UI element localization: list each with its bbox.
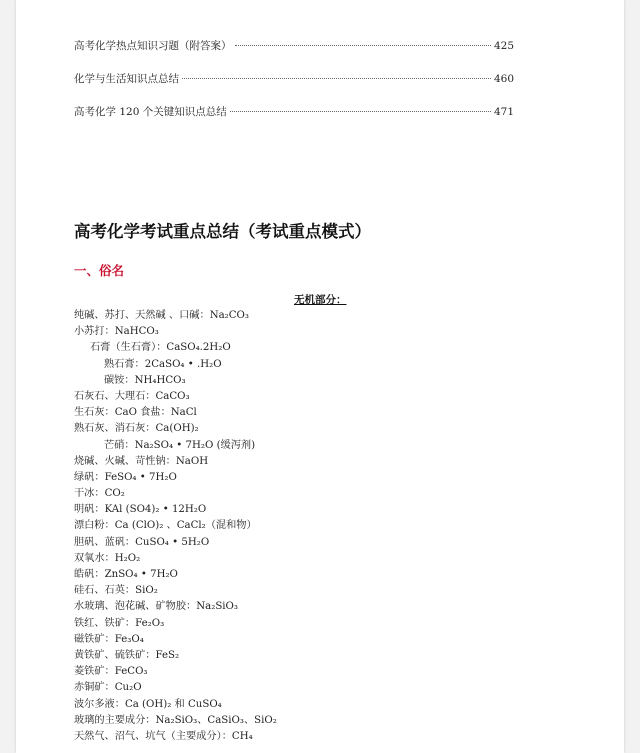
- item-formula: NaHCO₃: [114, 326, 159, 338]
- item-formula: Fe₃O₄: [114, 633, 144, 645]
- list-item: [74, 486, 277, 502]
- item-label: 水玻璃、泡花碱、矿物胶：: [74, 601, 197, 613]
- item-label: 漂白粉：: [74, 520, 115, 532]
- list-item: [74, 697, 277, 713]
- list-item: [74, 680, 277, 696]
- item-label: 波尔多液：: [74, 698, 125, 710]
- list-item: [74, 713, 277, 729]
- item-label: 玻璃的主要成分：: [74, 714, 156, 726]
- toc-entry-page: 460: [493, 73, 514, 85]
- item-label: 磁铁矿：: [74, 633, 115, 645]
- common-names-list: [74, 308, 277, 745]
- item-label: 菱铁矿：: [74, 666, 115, 678]
- item-label: 纯碱、苏打、天然碱 、口碱：: [74, 310, 210, 321]
- list-item: [74, 664, 277, 680]
- document-page: [16, 0, 624, 753]
- item-formula: Na₂SO₄ • 7H₂O (缓泻剂): [134, 439, 256, 451]
- item-label: 双氧水：: [74, 552, 115, 564]
- list-item: [74, 567, 277, 583]
- item-label: 黄铁矿、硫铁矿：: [74, 649, 156, 661]
- item-label: 碳铵：: [104, 374, 135, 386]
- list-item: [74, 470, 277, 486]
- toc-entry-title: 化学与生活知识点总结: [74, 73, 179, 85]
- list-item: [74, 340, 277, 356]
- item-formula: KAl (SO4)₂ • 12H₂O: [104, 504, 207, 516]
- item-label: 皓矾：: [74, 569, 105, 580]
- list-item: [74, 389, 277, 405]
- item-formula: H₂O₂: [114, 552, 141, 564]
- item-label: 铁红、铁矿：: [74, 617, 136, 629]
- list-item: [74, 438, 277, 454]
- toc-entry[interactable]: [74, 38, 514, 71]
- list-item: [74, 373, 277, 389]
- item-formula: Fe₂O₃: [135, 617, 165, 629]
- list-item: [74, 729, 277, 745]
- list-item: [74, 518, 277, 534]
- item-formula: CuSO₄ • 5H₂O: [135, 536, 210, 548]
- item-formula: Ca(OH)₂: [155, 423, 199, 435]
- list-item: [74, 551, 277, 567]
- list-item: [74, 357, 277, 373]
- item-formula: Na₂CO₃: [209, 310, 249, 321]
- item-label: 天然气、沼气、坑气（主要成分）：: [74, 730, 232, 742]
- item-formula: ZnSO₄ • 7H₂O: [104, 569, 178, 580]
- item-label: 石膏（生石膏）：: [90, 342, 167, 354]
- item-formula: CaSO₄.2H₂O: [166, 342, 231, 354]
- item-formula: NaOH: [175, 455, 209, 467]
- item-label: 烧碱、火碱、苛性钠：: [74, 455, 176, 467]
- item-formula: FeS₂: [155, 649, 180, 661]
- item-formula: CaCO₃: [155, 390, 190, 402]
- list-item: [74, 599, 277, 615]
- toc-entry-page: 471: [493, 106, 514, 118]
- toc-leader-dots: [230, 111, 491, 112]
- item-label: 明矾：: [74, 504, 105, 516]
- list-item: [74, 632, 277, 648]
- list-item: [74, 405, 277, 421]
- item-label: 熟石灰、消石灰：: [74, 423, 156, 435]
- item-label: 赤铜矿：: [74, 682, 115, 694]
- item-formula: CH₄: [231, 730, 253, 742]
- list-item: [74, 616, 277, 632]
- toc-leader-dots: [235, 45, 491, 46]
- item-formula: FeSO₄ • 7H₂O: [104, 471, 177, 483]
- item-formula: FeCO₃: [114, 666, 148, 678]
- item-formula: CO₂: [104, 488, 125, 500]
- item-label: 干冰：: [74, 488, 105, 500]
- item-formula: 2CaSO₄ • .H₂O: [144, 358, 222, 370]
- list-item: [74, 324, 277, 340]
- toc-entry-title: 高考化学热点知识习题（附答案）: [74, 40, 232, 52]
- item-label: 芒硝：: [104, 439, 135, 451]
- list-item: [74, 535, 277, 551]
- list-item: [74, 454, 277, 470]
- item-formula: SiO₂: [135, 585, 158, 597]
- toc-entry-page: 425: [493, 40, 514, 52]
- section-title: 一、俗名: [74, 263, 125, 278]
- item-label: 小苏打：: [74, 326, 115, 338]
- item-label: 绿矾：: [74, 471, 105, 483]
- document-title: 高考化学考试重点总结（考试重点模式）: [74, 222, 371, 241]
- list-item: [74, 648, 277, 664]
- list-item: [74, 502, 277, 518]
- toc-leader-dots: [182, 78, 491, 79]
- item-formula: Ca (OH)₂ 和 CuSO₄: [124, 698, 222, 710]
- item-formula: Na₂SiO₃、CaSiO₃、SiO₂: [155, 714, 277, 726]
- item-formula: Na₂SiO₃: [196, 601, 238, 613]
- item-label: 胆矾、蓝矾：: [74, 536, 136, 548]
- item-label: 生石灰：: [74, 407, 115, 419]
- item-formula: Ca (ClO)₂ 、CaCl₂（混和物）: [114, 520, 257, 532]
- toc-entry-title: 高考化学 120 个关键知识点总结: [74, 106, 227, 118]
- item-formula: NH₄HCO₃: [134, 374, 186, 386]
- toc-entry[interactable]: [74, 104, 514, 137]
- list-item: [74, 421, 277, 437]
- toc-entry[interactable]: [74, 71, 514, 104]
- item-formula: Cu₂O: [114, 682, 142, 694]
- list-item: [74, 583, 277, 599]
- table-of-contents: [74, 38, 514, 137]
- subsection-heading: 无机部分：: [294, 294, 347, 306]
- item-label: 石灰石、大理石：: [74, 390, 156, 402]
- item-label: 熟石膏：: [104, 358, 145, 370]
- item-formula: CaO 食盐：NaCl: [114, 407, 197, 419]
- list-item: [74, 308, 277, 324]
- item-label: 硅石、石英：: [74, 585, 136, 597]
